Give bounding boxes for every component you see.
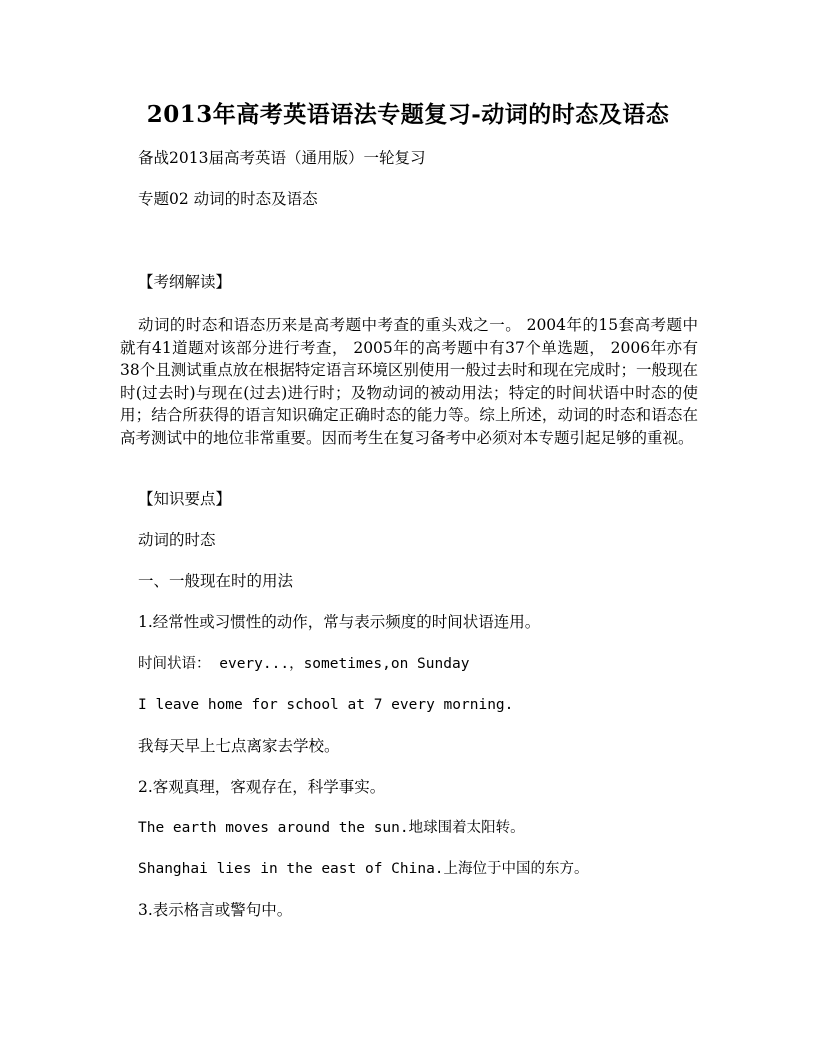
knowledge-subheading: 动词的时态: [138, 531, 216, 549]
item-3-text: 3.表示格言或警句中。: [138, 901, 293, 919]
point-one-heading: 一、一般现在时的用法: [138, 572, 294, 590]
document-subtitle: 备战2013届高考英语（通用版）一轮复习: [138, 149, 426, 167]
outline-heading: 【考纲解读】: [138, 273, 232, 291]
document-title: 2013年高考英语语法专题复习-动词的时态及语态: [146, 101, 670, 128]
knowledge-heading: 【知识要点】: [138, 490, 232, 508]
example-2-text: The earth moves around the sun.地球围着太阳转。: [138, 820, 525, 836]
item-1-text: 1.经常性或习惯性的动作，常与表示频度的时间状语连用。: [138, 613, 541, 631]
example-1-chinese: 我每天早上七点离家去学校。: [138, 737, 340, 755]
time-adverbials-line: 时间状语： every...，sometimes,on Sunday: [138, 656, 470, 672]
outline-paragraph: 动词的时态和语态历来是高考题中考查的重头戏之一。 2004年的15套高考题中就有41道题对该部分进行考查， 2005年的高考题中有37个单选题， 2006年亦有38个且测试重点放在根据特定语言环境区别使用一般过去时和现在完成时；一般现在时(过去时)与现在(过去)进行时；及物动词的被动用法；特定的时间状语中时态的使用；结合所获得的语言知识确定正确时态的能力等。综上所述，动词的时态和语态在高考测试中的地位非常重要。因而考生在复习备考中必须对本专题引起足够的重视。: [120, 316, 698, 447]
topic-line: 专题02 动词的时态及语态: [138, 190, 318, 208]
example-3-text: Shanghai lies in the east of China.上海位于中国的东方。: [138, 861, 589, 877]
example-1-english: I leave home for school at 7 every morning.: [138, 697, 514, 713]
item-2-text: 2.客观真理，客观存在，科学事实。: [138, 778, 386, 796]
